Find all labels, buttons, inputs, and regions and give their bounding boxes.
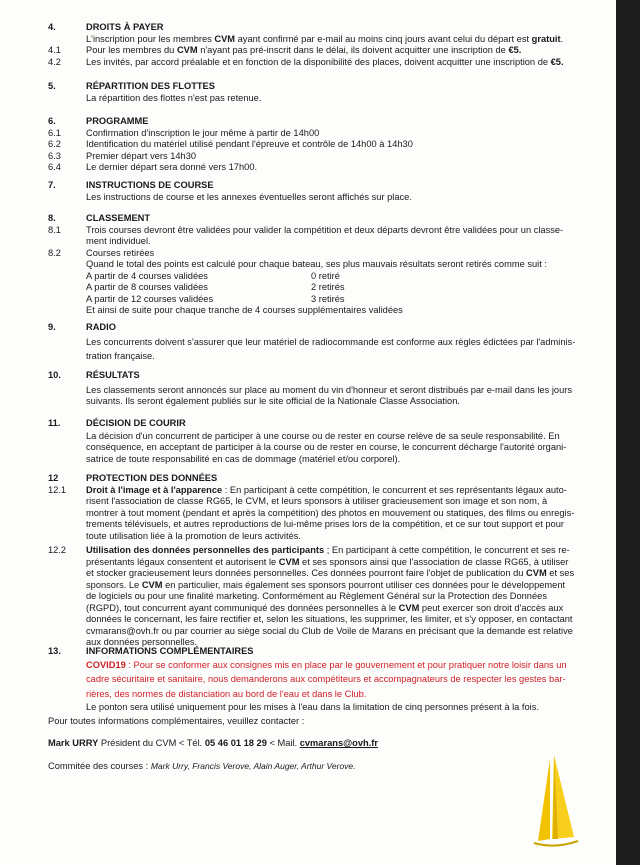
covid-notice: cadre sécuritaire et sanitaire, nous demanderons aux compétiteurs et accompagnateurs de respecter les gestes bar-: [86, 674, 566, 684]
section-number: 4.: [48, 22, 56, 32]
paragraph: Quand le total des points est calculé pour chaque bateau, ses plus mauvais résultats seront retirés comme suit :: [86, 259, 547, 269]
section-title: RÉSULTATS: [86, 370, 140, 380]
section-8: [48, 213, 596, 317]
paragraph: sponsors. Le CVM en particulier, mais également ses sponsors pourront utiliser ces données pour le développement: [86, 579, 566, 590]
section-9: [48, 322, 596, 363]
list-item: Confirmation d'inscription le jour même à partir de 14h00: [86, 127, 320, 138]
paragraph: et stocker gracieusement leurs données personnelles. Ces données pourront faire l'objet de publication du CVM et ses: [86, 568, 575, 578]
section-13: [48, 646, 596, 714]
list-item: Premier départ vers 14h30: [86, 150, 197, 161]
paragraph: présentants légaux consentent et autorisent le CVM et ses sponsors ainsi que l'association de classe RG65, à utiliser: [86, 556, 569, 567]
list-item: Le dernier départ sera donné vers 17h00.: [86, 162, 258, 172]
paragraph: de logiciels ou pour une finalité marketing. Conformément au Règlement Général sur la Protection des Données: [86, 591, 547, 601]
section-7: [48, 180, 596, 203]
table-row: A partir de 4 courses validées 0 retiré: [86, 270, 340, 281]
section-10: [48, 370, 596, 408]
item-number: 4.1: [48, 45, 61, 55]
section-6: [48, 116, 596, 174]
committee-line: Commitée des courses : Mark Urry, Francis Verove, Alain Auger, Arthur Verove.: [48, 761, 356, 771]
item-number: 8.1: [48, 224, 61, 235]
covid-notice: rières, des normes de distanciation au bord de l'eau et dans le Club.: [86, 688, 367, 699]
section-11: [48, 418, 596, 465]
contact-phone: 05 46 01 18 29: [204, 738, 267, 748]
section-title: INSTRUCTIONS DE COURSE: [86, 180, 214, 190]
paragraph: risent l'association de classe RG65, le CVM, et leurs sponsors à utiliser gracieusement son image et son nom, à: [86, 496, 548, 506]
section-number: 7.: [48, 180, 56, 190]
paragraph: Le ponton sera utilisé uniquement pour les mises à l'eau dans la limitation de cinq personnes présent à la fois.: [86, 702, 539, 712]
paragraph: Les concurrents doivent s'assurer que leur matériel de radiocommande est conforme aux règles édictées par l'adminis-: [86, 336, 576, 347]
item-number: 6.3: [48, 150, 61, 161]
paragraph: La répartition des flottes n'est pas retenue.: [86, 92, 262, 103]
section-5: [48, 81, 596, 104]
paragraph: Les invités, par accord préalable et en fonction de la disponibilité des places, doivent acquitter une inscription de €5.: [86, 56, 564, 67]
paragraph: La décision d'un concurrent de participer à une course ou de rester en course relève de sa seule responsabilité. En: [86, 430, 560, 441]
list-item: Identification du matériel utilisé pendant l'épreuve et contrôle de 14h00 à 14h30: [86, 139, 413, 149]
item-number: 4.2: [48, 56, 61, 67]
table-row: A partir de 12 courses validées 3 retirés: [86, 293, 345, 304]
section-12: [48, 473, 596, 649]
paragraph: satrice de toute responsabilité en cas de dommage (matériel et/ou corporel).: [86, 453, 401, 464]
section-number: 10.: [48, 370, 61, 380]
paragraph: Droit à l'image et à l'apparence : En participant à cette compétition, le concurrent et ses représentants légaux auto-: [86, 484, 567, 495]
contact-name: Mark URRY: [48, 738, 99, 748]
paragraph: cvmarans@ovh.fr ou par courrier au siège social du Club de Voile de Marans en précisant que la demande est relative: [86, 625, 573, 636]
paragraph: Pour les membres du CVM n'ayant pas pré-inscrit dans le délai, ils doivent acquitter une inscription de €5.: [86, 45, 522, 55]
paragraph: suivants. Ils seront également publiés sur le site official de la Nationale Classe Association.: [86, 396, 460, 406]
section-number: 8.: [48, 213, 56, 223]
table-row: A partir de 8 courses validées 2 retirés: [86, 282, 345, 292]
sail-logo-icon: [530, 755, 580, 850]
paragraph: aux données personnelles.: [86, 637, 198, 647]
paragraph: toute utilisation liée à la promotion de leurs activités.: [86, 530, 301, 541]
paragraph: trements télévisuels, et autres reproductions de lui-même prises lors de la compétition, et ce sur tout support et pour: [86, 519, 564, 529]
section-number: 6.: [48, 116, 56, 126]
item-number: 6.2: [48, 139, 61, 149]
paragraph: données le concernant, les faire rectifier et, selon les situations, les supprimer, les limiter, et s'y opposer, en contactant: [86, 614, 573, 624]
section-title: DÉCISION DE COURIR: [86, 418, 186, 428]
section-title: PROGRAMME: [86, 116, 149, 126]
section-title: INFORMATIONS COMPLÉMENTAIRES: [86, 646, 254, 656]
paragraph: L'inscription pour les membres CVM ayant confirmé par e-mail au moins cinq jours avant celui du départ est gratuit.: [86, 33, 564, 44]
paragraph: ment individuel.: [86, 236, 151, 246]
section-title: DROITS À PAYER: [86, 22, 164, 32]
section-title: RADIO: [86, 322, 116, 332]
contact-details: Mark URRY Président du CVM < Tél. 05 46 01 18 29 < Mail. cvmarans@ovh.fr: [48, 738, 379, 748]
section-number: 11.: [48, 418, 61, 428]
paragraph: Et ainsi de suite pour chaque tranche de 4 courses supplémentaires validées: [86, 305, 403, 315]
contact-line: Pour toutes informations complémentaires, veuillez contacter :: [48, 716, 305, 726]
paragraph: (RGPD), tout concurrent ayant communiqué des données personnelles à le CVM peut exercer son droit d'accès aux: [86, 602, 564, 613]
section-title: RÉPARTITION DES FLOTTES: [86, 81, 215, 91]
item-number: 12.1: [48, 484, 67, 495]
section-title: CLASSEMENT: [86, 213, 151, 223]
paragraph: montrer à tout moment (pendant et après la compétition) des photos en mouvement ou statiques, des films ou enregis-: [86, 507, 575, 518]
right-edge-strip: [616, 0, 640, 865]
item-number: 12.2: [48, 545, 67, 555]
item-number: 8.2: [48, 247, 61, 258]
section-number: 13.: [48, 646, 61, 656]
section-number: 9.: [48, 322, 56, 332]
item-number: 6.4: [48, 162, 61, 172]
paragraph: tration française.: [86, 351, 155, 361]
section-number: 12: [48, 473, 59, 483]
section-4: [48, 22, 596, 68]
paragraph: Les instructions de course et les annexes éventuelles seront affichés sur place.: [86, 191, 412, 202]
contact-email-link[interactable]: cvmarans@ovh.fr: [299, 738, 379, 748]
paragraph: Les classements seront annoncés sur place au moment du vin d'honneur et seront distribués par e-mail dans les jours: [86, 384, 572, 395]
section-number: 5.: [48, 81, 56, 91]
paragraph: Courses retirées: [86, 247, 155, 258]
item-number: 6.1: [48, 127, 61, 138]
paragraph: conséquence, en acceptant de participer à la course ou de rester en course, le concurrent décharge l'autorité organi-: [86, 442, 567, 452]
paragraph: Trois courses devront être validées pour valider la compétition et deux départs devront être validées pour un classe-: [86, 224, 564, 235]
paragraph: Utilisation des données personnelles des participants ; En participant à cette compétition, le concurrent et ses re-: [86, 545, 570, 555]
section-title: PROTECTION DES DONNÉES: [86, 473, 218, 483]
covid-notice: COVID19 : Pour se conformer aux consignes mis en place par le gouvernement et pour pratiquer notre loisir dans un: [86, 659, 567, 670]
